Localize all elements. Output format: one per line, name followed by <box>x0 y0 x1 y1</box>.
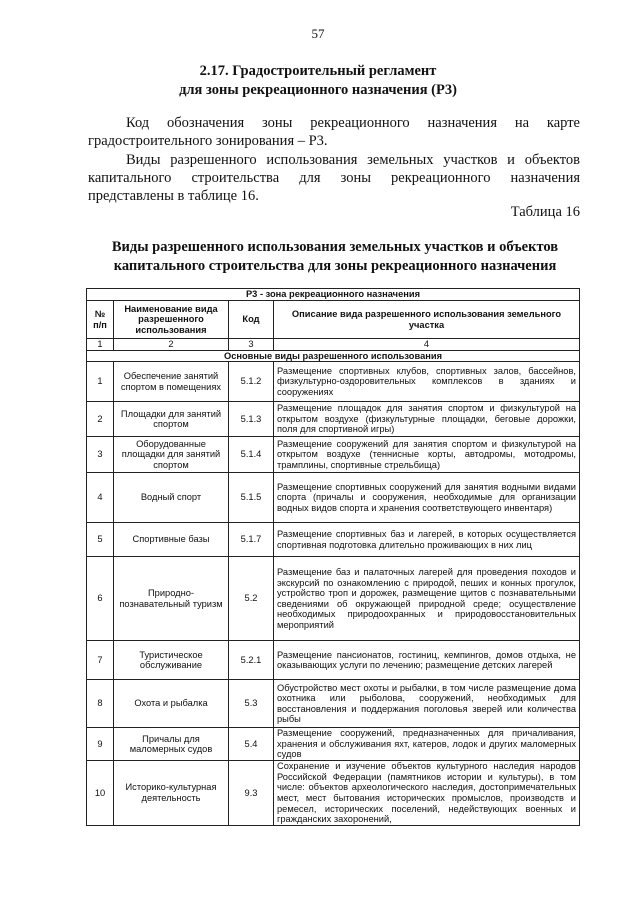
use-code: 5.1.7 <box>229 523 274 557</box>
use-description: Размещение спортивных сооружений для занятия водными видами спорта (причалы и сооружения, необходимые для организации водных видов спорта и хранения соответствующего инвентаря) <box>274 473 580 523</box>
use-description: Обустройство мест охоты и рыбалки, в том числе размещение дома охотника или рыболова, сооружений, необходимых для восстановления и поддержания поголовья зверей или количества рыбы <box>274 680 580 728</box>
column-number: 3 <box>229 339 274 351</box>
zone-header: Р3 - зона рекреационного назначения <box>87 289 580 301</box>
use-name: Историко-культурная деятельность <box>114 761 229 826</box>
permitted-uses-table <box>86 288 580 826</box>
row-number: 6 <box>87 557 114 641</box>
column-header-code: Код <box>229 301 274 339</box>
table-title <box>70 238 600 276</box>
row-number: 7 <box>87 641 114 680</box>
use-code: 5.1.3 <box>229 402 274 437</box>
table-body <box>87 362 580 826</box>
use-code: 5.1.2 <box>229 362 274 402</box>
table-row <box>87 402 580 437</box>
section-title-line: для зоны рекреационного назначения (Р3) <box>179 82 457 98</box>
row-number: 8 <box>87 680 114 728</box>
column-number: 4 <box>274 339 580 351</box>
use-name: Охота и рыбалка <box>114 680 229 728</box>
use-code: 5.2.1 <box>229 641 274 680</box>
table-row <box>87 728 580 761</box>
paragraph-line: градостроительного зонирования – Р3. <box>88 133 328 149</box>
paragraph-line: Код обозначения зоны рекреационного назначения на карте <box>126 115 580 131</box>
use-code: 9.3 <box>229 761 274 826</box>
use-code: 5.4 <box>229 728 274 761</box>
use-description: Размещение площадок для занятия спортом и физкультурой на открытом воздухе (физкультурные площадки, беговые дорожки, поля для спортивной игры) <box>274 402 580 437</box>
paragraph-line: Виды разрешенного использования земельных участков и объектов <box>126 152 580 168</box>
row-number: 1 <box>87 362 114 402</box>
table-row <box>87 680 580 728</box>
paragraph-line: капитального строительства для зоны рекреационного назначения <box>88 170 580 186</box>
column-header-name: Наименование вида разрешенного использования <box>114 301 229 339</box>
column-header-number: № п/п <box>87 301 114 339</box>
use-name: Площадки для занятий спортом <box>114 402 229 437</box>
use-name: Природно-познавательный туризм <box>114 557 229 641</box>
row-number: 2 <box>87 402 114 437</box>
use-description: Сохранение и изучение объектов культурного наследия народов Российской Федерации (памятников истории и культуры), в том числе: объектов археологического наследия, достопримечательных мест, мест бытования исторических промыслов, производств и ремесел, исторических поселений, недействующих военных и гражданских захоронений, <box>274 761 580 826</box>
column-number: 2 <box>114 339 229 351</box>
use-code: 5.3 <box>229 680 274 728</box>
use-description: Размещение баз и палаточных лагерей для проведения походов и экскурсий по ознакомлению с природой, пеших и конных прогулок, устройство троп и дорожек, размещение щитов с познавательными сведениями об окружающей природной среде; осуществление необходимых природоохранных и природовосстановительных мероприятий <box>274 557 580 641</box>
use-name: Туристическое обслуживание <box>114 641 229 680</box>
use-description: Размещение спортивных баз и лагерей, в которых осуществляется спортивная подготовка длительно проживающих в них лиц <box>274 523 580 557</box>
uses-paragraph <box>88 151 580 205</box>
use-name: Обеспечение занятий спортом в помещениях <box>114 362 229 402</box>
table-row <box>87 473 580 523</box>
use-code: 5.2 <box>229 557 274 641</box>
table-row <box>87 523 580 557</box>
page-number: 57 <box>311 26 325 41</box>
zone-code-paragraph <box>88 114 580 150</box>
category-header: Основные виды разрешенного использования <box>87 350 580 362</box>
paragraph-line: представлены в таблице 16. <box>88 188 259 204</box>
table-row <box>87 557 580 641</box>
use-description: Размещение пансионатов, гостиниц, кемпингов, домов отдыха, не оказывающих услуги по лечению; размещение детских лагерей <box>274 641 580 680</box>
row-number: 9 <box>87 728 114 761</box>
use-name: Оборудованные площадки для занятий спортом <box>114 437 229 473</box>
section-title-line: 2.17. Градостроительный регламент <box>199 63 437 79</box>
column-number: 1 <box>87 339 114 351</box>
use-name: Спортивные базы <box>114 523 229 557</box>
use-name: Причалы для маломерных судов <box>114 728 229 761</box>
use-name: Водный спорт <box>114 473 229 523</box>
table-title-line: капитального строительства для зоны рекреационного назначения <box>113 258 557 274</box>
section-title <box>0 62 636 100</box>
table-title-line: Виды разрешенного использования земельных участков и объектов <box>111 239 559 255</box>
row-number: 3 <box>87 437 114 473</box>
table-row <box>87 362 580 402</box>
use-description: Размещение спортивных клубов, спортивных залов, бассейнов, физкультурно-оздоровительных комплексов в зданиях и сооружениях <box>274 362 580 402</box>
table-row <box>87 641 580 680</box>
use-description: Размещение сооружений для занятия спортом и физкультурой на открытом воздухе (теннисные корты, автодромы, мотодромы, трамплины, спортивные стрельбища) <box>274 437 580 473</box>
use-code: 5.1.4 <box>229 437 274 473</box>
table-row <box>87 437 580 473</box>
row-number: 5 <box>87 523 114 557</box>
row-number: 10 <box>87 761 114 826</box>
table-row <box>87 761 580 826</box>
use-code: 5.1.5 <box>229 473 274 523</box>
use-description: Размещение сооружений, предназначенных для причаливания, хранения и обслуживания яхт, катеров, лодок и других маломерных судов <box>274 728 580 761</box>
column-header-description: Описание вида разрешенного использования земельного участка <box>274 301 580 339</box>
table-label: Таблица 16 <box>510 204 580 220</box>
row-number: 4 <box>87 473 114 523</box>
